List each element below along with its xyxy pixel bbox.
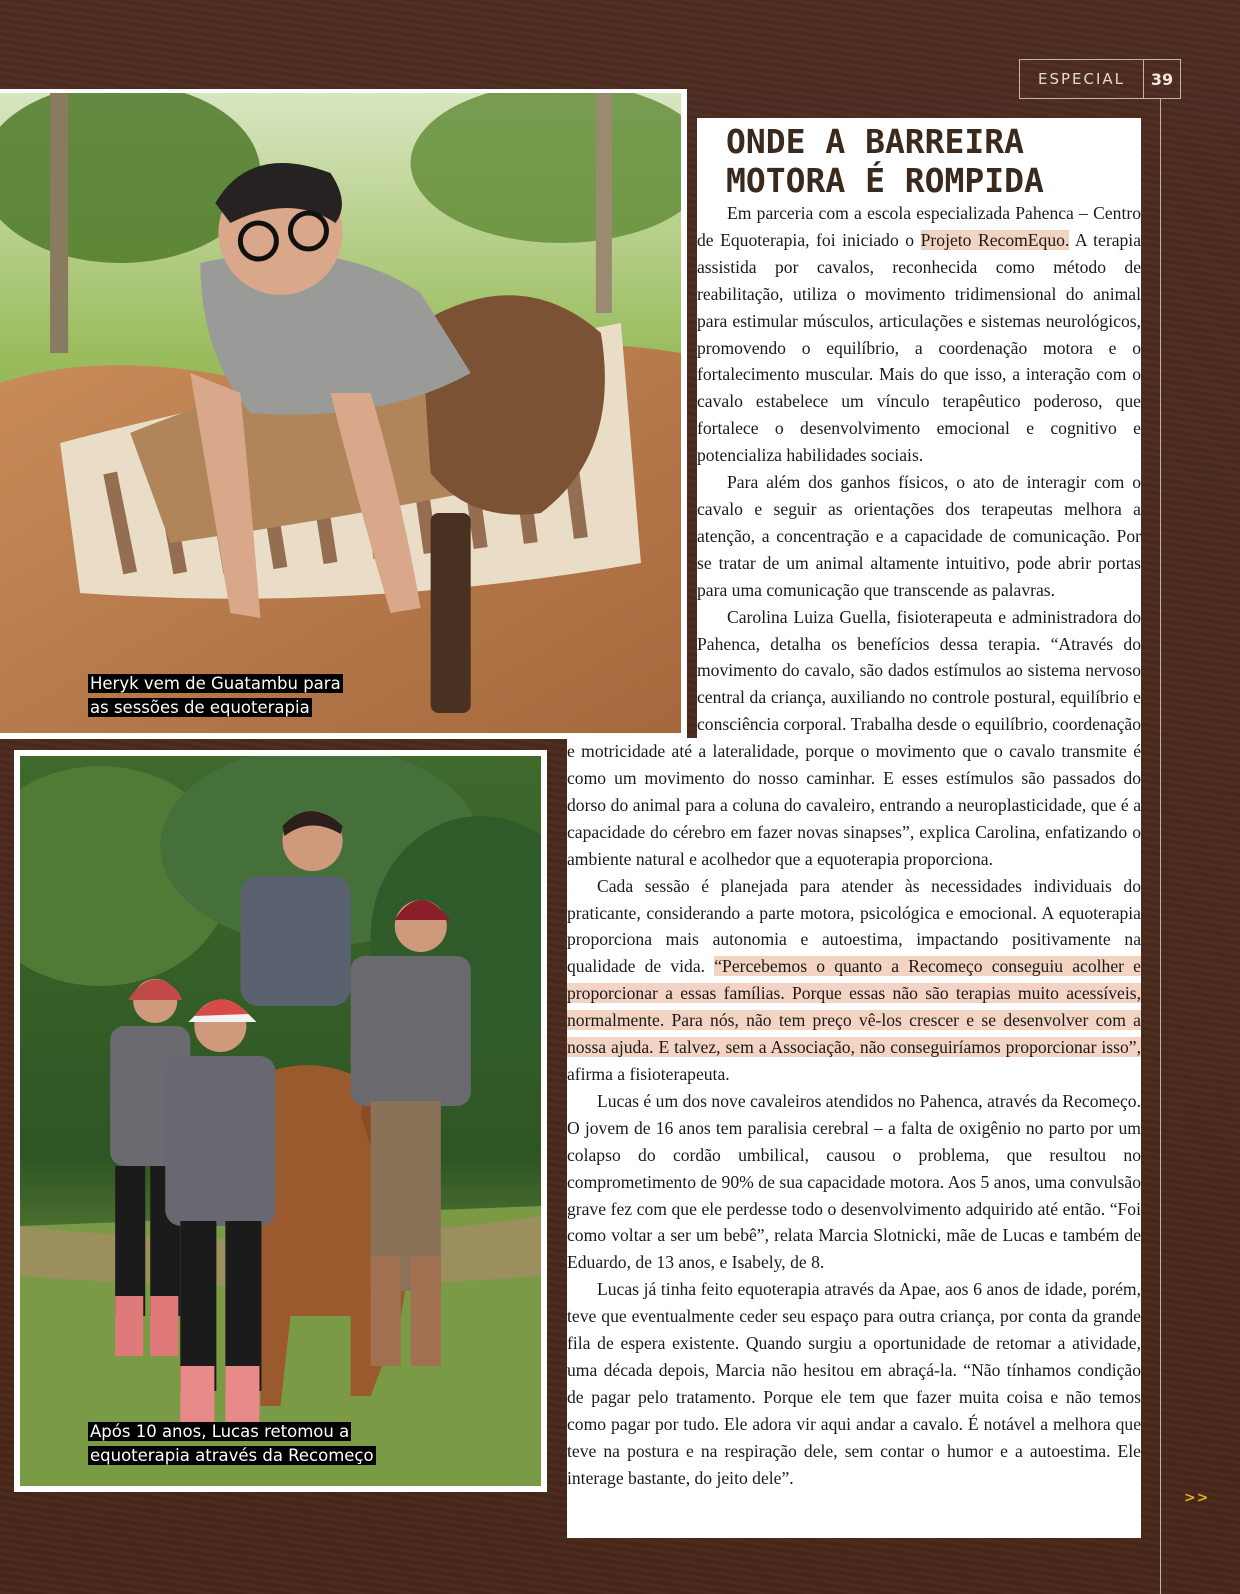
article-body (567, 200, 1141, 1492)
article-text: A terapia assistida por cavalos, reconhecida como método de reabilitação, utiliza o movimento tridimensional do animal para estimular músculos, articulações e sistemas neurológicos, promovendo o equilíbrio, a coordenação motora e o fortalecimento muscular. Mais do que isso, a interação com o cavalo estabelece um vínculo terapêutico poderoso, que fortalece o desenvolvimento emocional e cognitivo e potencializa habilidades sociais. (697, 229, 1142, 466)
photo-lucas-group (14, 750, 547, 1492)
photo-caption-lucas (88, 1420, 376, 1468)
highlighted-text: Projeto RecomEquo. (920, 229, 1070, 250)
article-title: ONDE A BARREIRA MOTORA É ROMPIDA (726, 122, 1044, 200)
article-paragraph: Lucas já tinha feito equoterapia através da Apae, aos 6 anos de idade, porém, teve que eventualmente ceder seu espaço para outra criança, por conta da grande fila de espera existente. Quando surgiu a oportunidade de retomar a atividade, uma década depois, Marcia não hesitou em abraçá-la. “Não tínhamos condição de pagar pelo tratamento. Porque ele tem que fazer muita coisa e não temos como pagar por tudo. Ele adora vir aqui andar a cavalo. É notável a melhora que teve na postura e na respiração dele, sem contar o humor e a autoestima. Ele interage bastante, do jeito dele”. (567, 1279, 1141, 1488)
next-page-arrow[interactable]: >> (1184, 1490, 1210, 1506)
article-paragraph: Lucas é um dos nove cavaleiros atendidos no Pahenca, através da Recomeço. O jovem de 16 anos tem paralisia cerebral – a falta de oxigênio no parto por um colapso do cordão umbilical, causou o problema, que resultou no comprometimento de 90% de sua capacidade motora. Aos 5 anos, uma convulsão grave fez com que ele perdesse todo o desenvolvimento adquirido até então. “Foi como voltar a ser um bebê”, relata Marcia Slotnicki, mãe de Lucas e também de Eduardo, de 13 anos, e Isabely, de 8. (567, 1090, 1141, 1273)
article-paragraph: Carolina Luiza Guella, fisioterapeuta e administradora do Pahenca, detalha os benefícios dessa terapia. “Através do movimento do cavalo, são dados estímulos ao sistema nervoso central da criança, auxiliando no controle postural, equilíbrio e consciência corporal. Trabalha desde o equilíbrio, coordenação e motricidade até a lateralidade, porque o movimento que o cavalo transmite é como um movimento do nosso caminhar. E esses estímulos são passados do dorso do animal para a coluna do cavaleiro, entrando a neuroplasticidade, que é a capacidade do cérebro em fazer novas sinapses”, explica Carolina, enfatizando o ambiente natural e acolhedor que a equoterapia proporciona. (567, 606, 1141, 869)
article-paragraph (567, 873, 1141, 1088)
highlighted-quote: “Percebemos o quanto a Recomeço conseguiu acolher e proporcionar a essas famílias. Porque essas não são terapias muito acessíveis, normalmente. Para nós, não tem preço vê-los crescer e se desenvolver com a nossa ajuda. E talvez, sem a Associação, não conseguiríamos proporcionar isso”, (567, 956, 1141, 1058)
photo-lucas-horse-family-image (20, 756, 541, 1486)
article-text: Em parceria com a escola especializada Pahenca – Centro de Equoterapia, foi iniciado o (697, 203, 1141, 250)
article-paragraph: Para além dos ganhos físicos, o ato de interagir com o cavalo e seguir as orientações dos terapeutas melhora a atenção, a concentração e a capacidade de comunicação. Por se tratar de um animal altamente intuitivo, pode abrir portas para uma comunicação que transcende as palavras. (697, 472, 1141, 600)
photo-wrap-spacer (567, 200, 697, 738)
caption-line: as sessões de equoterapia (90, 698, 310, 717)
photo-caption-heryk (88, 672, 343, 720)
page-header (1019, 59, 1181, 99)
margin-rule (1160, 99, 1161, 1594)
page-number: 39 (1143, 60, 1180, 98)
article-text: Cada sessão é planejada para atender às necessidades individuais do praticante, considerando a parte motora, psicológica e emocional. A equoterapia proporciona mais autonomia e autoestima, impactando positivamente na qualidade de vida. (567, 875, 1141, 977)
section-label: ESPECIAL (1037, 70, 1126, 88)
caption-line: Após 10 anos, Lucas retomou a (90, 1422, 350, 1441)
article-text: afirma a fisioterapeuta. (567, 1064, 730, 1084)
caption-line: Heryk vem de Guatambu para (90, 674, 341, 693)
caption-line: equoterapia através da Recomeço (90, 1446, 374, 1465)
